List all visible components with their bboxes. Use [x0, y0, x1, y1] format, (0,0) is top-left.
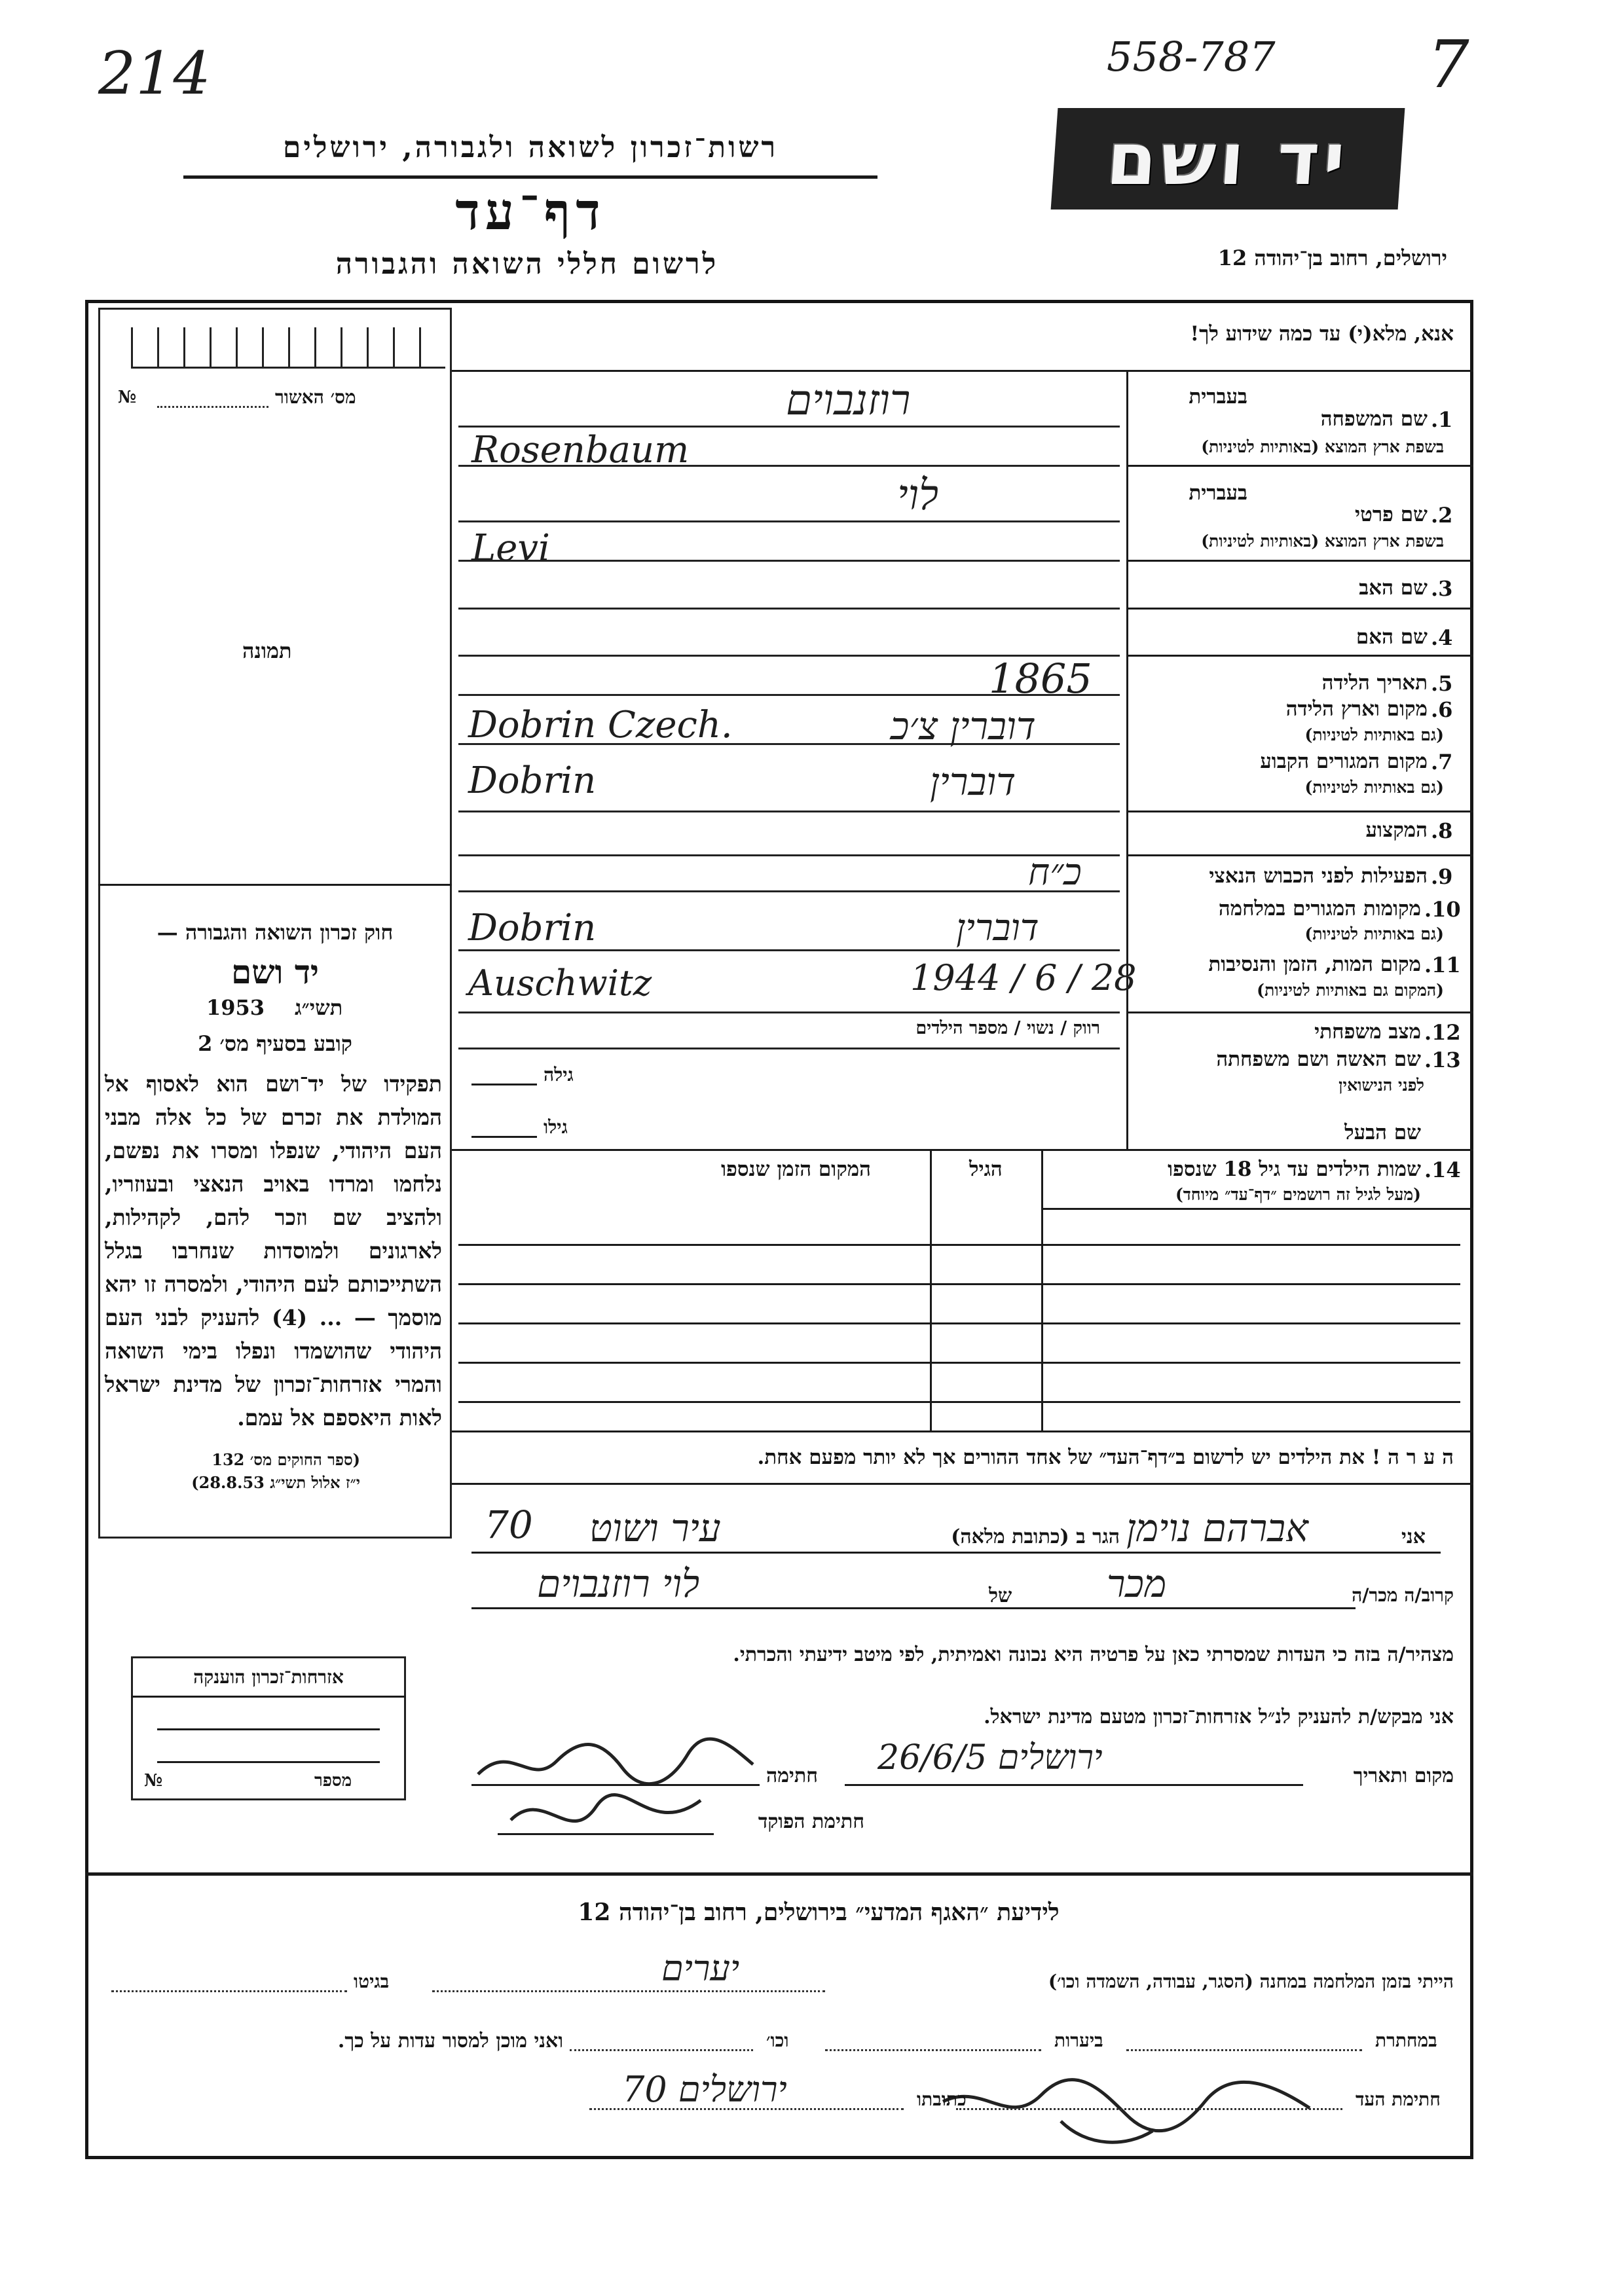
witness-relation-value: מכר: [1107, 1561, 1167, 1606]
value-line-3: [458, 520, 1120, 522]
children-title: שמות הילדים עד גיל 18 שנספו: [1168, 1157, 1421, 1181]
archive-box-title: אזרחות־זכרון הוענקה: [193, 1666, 344, 1688]
address-value: ירושלים 70: [622, 2069, 787, 2110]
row-line-5: [1126, 811, 1473, 812]
law-box-top: [98, 884, 452, 886]
bottom-section-divider: [85, 1872, 1473, 1876]
witness-of-value: לוי רוזנבוים: [537, 1561, 700, 1606]
law-title: חוק זכרון השואה והגבורה —: [157, 920, 394, 945]
age-wife-line: [471, 1084, 537, 1085]
field-10-label: מקומות המגורים במלחמה: [1218, 897, 1421, 920]
witness-line1-prefix: אני: [1401, 1525, 1426, 1548]
surname-latin-value: Rosenbaum: [471, 429, 690, 471]
law-year-hebrew: תשי״ג: [295, 995, 343, 1020]
field-4-num: 4.: [1431, 625, 1453, 650]
field-11-sub: (המקום גם באותיות לטיניות): [1257, 981, 1444, 1000]
witness-line1-rule: [471, 1552, 1441, 1554]
field-6-label: מקום וארץ הלידה: [1285, 697, 1428, 721]
ghetto-label: בגיטו: [354, 1971, 390, 1992]
handwritten-reference: 214: [98, 39, 211, 108]
death-date-value: 1944 / 6 / 28: [910, 957, 1137, 998]
approval-ticks: [131, 327, 445, 369]
field-2-num: 2.: [1431, 503, 1453, 528]
approval-number-line: [157, 406, 268, 408]
field-9-num: 9.: [1431, 864, 1453, 889]
official-signature-rule: [498, 1833, 714, 1835]
field-7-num: 7.: [1431, 750, 1453, 774]
hebrew-tag-1: בעברית: [1189, 385, 1247, 409]
org-name-underline: [183, 175, 877, 179]
value-line-12: [458, 949, 1120, 951]
value-line-9: [458, 811, 1120, 812]
children-num: 14.: [1424, 1157, 1461, 1182]
wartime-residence-hebrew-value: דוברין: [956, 907, 1039, 949]
birthplace-latin-value: Dobrin Czech.: [468, 704, 733, 746]
children-row-4: [458, 1362, 1460, 1364]
children-row-5: [458, 1401, 1460, 1403]
field-11-label: מקום המות, הזמן והנסיבות: [1208, 953, 1421, 976]
residence-hebrew-value: דוברין: [930, 759, 1016, 804]
age-label-husband: גילו: [544, 1116, 568, 1138]
witness-of-label: של: [989, 1584, 1012, 1607]
age-label-wife: גילה: [544, 1064, 574, 1085]
witness-bottom-signature: [930, 2069, 1323, 2154]
field-10-sub: (גם באותיות לטיניות): [1304, 924, 1444, 943]
page-subtitle: לרשום חללי השואה והגבורה: [335, 247, 719, 281]
note-divider: [452, 1483, 1473, 1485]
field-3-num: 3.: [1431, 576, 1453, 601]
law-text: תפקידו של יד־ושם הוא לאסוף אל המולדת את זכרם של כל אלה מבני העם היהודי, שנפלו ומסרו את נפשם, נלחמו ומרדו באויב הנאצי ובעוזריו, ולהציב שם וזכר להם, לקהילות, לארגונים ולמוסדות שנחרבו בגלל השתייכותם לעם היהודי, ולמסרה זו יהא מוסמך — ... (4) להעניק לבני העם היהודי שהושמדו ונפלו בימי השואה והמרי אזרחות־זכרון של מדינת ישראל לאות היאספם אל עמם.: [105, 1071, 442, 1430]
field-3-label: שם האב: [1359, 576, 1428, 600]
witness-declaration: מצהיר/ה בזה כי העדות שמסרתי כאן על פרטיה היא נכונה ואמיתית, לפי מיטב ידיעתי והכרתי.: [733, 1643, 1454, 1666]
prewar-activity-value: כ״ח: [1028, 851, 1082, 894]
underground-line: [1126, 2049, 1362, 2051]
firstname-hebrew-value: לוי: [897, 471, 939, 520]
death-place-latin-value: Auschwitz: [468, 962, 652, 1004]
value-line-4: [458, 560, 1120, 562]
field-13-sub: לפני הנישואין: [1338, 1076, 1424, 1095]
archive-box-line-1: [157, 1728, 380, 1730]
field-12-num: 12.: [1424, 1020, 1461, 1045]
hebrew-tag-2: בעברית: [1189, 481, 1247, 505]
and-line: [570, 2049, 753, 2051]
age-husband-line: [471, 1136, 537, 1138]
approval-number-label: מס׳ האשור: [275, 386, 356, 408]
children-row-2: [458, 1283, 1460, 1285]
ghetto-line: [111, 1990, 347, 1992]
residence-latin-value: Dobrin: [468, 759, 597, 802]
field-7-sub: (גם באותיות לטיניות): [1304, 778, 1444, 797]
field-4-label: שם האם: [1356, 625, 1428, 649]
ready-label: ואני מוכן למסור עדות על כך.: [337, 2030, 563, 2052]
children-note: ה ע ר ה ! את הילדים יש לרשום ב״דף־העד״ של אחד ההורים אך לא יותר מפעם אחת.: [757, 1446, 1454, 1469]
signature-label: חתימה: [766, 1764, 818, 1787]
children-place-header: המקום הזמן שנספו: [721, 1157, 871, 1181]
photo-label: תמונה: [242, 638, 292, 663]
witness-relation-label: קרוב/ה מכר/ה: [1352, 1584, 1454, 1606]
field-5-num: 5.: [1431, 671, 1453, 696]
and-label: וכו׳: [766, 2030, 789, 2051]
witness-address-value: עיר ושוט: [589, 1506, 721, 1550]
law-clause: קובע בסעיף מס׳ 2: [198, 1031, 352, 1056]
row-line-4: [1126, 655, 1473, 657]
field-6-sub: (גם באותיות לטיניות): [1304, 725, 1444, 744]
field-6-num: 6.: [1431, 697, 1453, 722]
children-age-header: הגיל: [969, 1157, 1003, 1181]
value-line-5: [458, 608, 1120, 610]
field-9-label: הפעילות לפני הכבוש הנאצי: [1209, 864, 1428, 888]
witness-line2-rule: [471, 1607, 1356, 1609]
children-col-divider-2: [930, 1149, 932, 1430]
underground-label: במחתרת: [1375, 2030, 1437, 2051]
row-line-6: [1126, 854, 1473, 856]
official-signature: [498, 1781, 714, 1853]
address-label: כתובתו: [917, 2088, 967, 2110]
field-1-sub: בשפת ארץ המוצא (באותיות לטיניות): [1201, 437, 1444, 456]
value-line-10: [458, 854, 1120, 856]
birthdate-value: 1865: [989, 655, 1092, 702]
archive-box-title-rule: [131, 1696, 406, 1698]
field-1-label: שם המשפחה: [1320, 407, 1428, 431]
firstname-latin-value: Levi: [471, 527, 550, 570]
approval-no-sign: №: [118, 388, 137, 407]
forests-label: ביערות: [1054, 2030, 1103, 2051]
wartime-residence-latin-value: Dobrin: [468, 907, 597, 949]
field-7-label: מקום המגורים הקבוע: [1260, 750, 1428, 773]
archive-box-no-sign: №: [144, 1771, 163, 1791]
value-line-1: [458, 426, 1120, 428]
row-line-7: [1126, 1011, 1473, 1013]
org-name: רשות־זכרון לשואה ולגבורה, ירושלים: [282, 131, 779, 164]
children-table-top: [452, 1149, 1473, 1151]
field-12-label: מצב משפחתי: [1314, 1020, 1421, 1044]
field-1-num: 1.: [1431, 407, 1453, 432]
address-line: [589, 2108, 904, 2110]
children-col-divider-1: [1041, 1149, 1043, 1430]
form-instruction: אנא, מלא(י) עד כמה שידוע לך!: [1190, 322, 1454, 346]
field-10-num: 10.: [1424, 897, 1461, 922]
instruction-divider: [452, 370, 1473, 372]
children-header-line: [1041, 1208, 1473, 1210]
witness-signature-stroke: [478, 1739, 753, 1784]
handwritten-number: 558-787: [1107, 33, 1276, 81]
value-line-14: [458, 1048, 1120, 1049]
official-signature-stroke: [511, 1795, 701, 1821]
field-11-num: 11.: [1424, 953, 1461, 977]
law-year: 1953: [206, 995, 265, 1020]
marital-options: רווק / נשוי / מספר הילדים: [915, 1018, 1100, 1038]
value-line-11: [458, 890, 1120, 892]
value-line-13: [458, 1011, 1120, 1013]
logo-text: יד ושם: [1103, 117, 1352, 201]
yad-vashem-logo: [1051, 108, 1405, 210]
witness-sig-line: [956, 2108, 1342, 2110]
archive-box-line-2: [157, 1761, 380, 1763]
children-table-bottom: [452, 1430, 1473, 1432]
bottom-title: לידיעת ״האגף המדעי״ בירושלים, רחוב בן־יהודה 12: [578, 1899, 1060, 1926]
field-2-sub: בשפת ארץ המוצא (באותיות לטיניות): [1201, 532, 1444, 551]
official-signature-label: חתימת הפוקד: [758, 1810, 864, 1833]
place-date-label: מקום ותאריך: [1353, 1764, 1454, 1787]
witness-line1-middle: הגר ב (כתובת מלאה): [951, 1525, 1120, 1548]
law-name: יד ושם: [231, 953, 319, 991]
field-5-label: תאריך הלידה: [1321, 671, 1428, 695]
witness-name-value: אברהם נוימן: [1126, 1506, 1308, 1550]
field-8-label: המקצוע: [1365, 818, 1428, 842]
children-row-1: [458, 1244, 1460, 1246]
birthplace-hebrew-value: דוברין צ׳כ: [891, 704, 1036, 748]
handwritten-seven: 7: [1428, 26, 1469, 103]
row-line-2: [1126, 560, 1473, 562]
place-date-value: ירושלים 26/6/5: [877, 1738, 1103, 1777]
husband-label: שם הבעל: [1344, 1121, 1421, 1144]
witness-request: אני מבקש/ת להעניק לנ״ל אזרחות־זכרון מטעם מדינת ישראל.: [984, 1705, 1454, 1728]
archive-box-number-label: מספר: [314, 1771, 352, 1791]
law-footnote-2: י״ז אלול תשי״ג 28.8.53): [191, 1473, 360, 1492]
law-footnote-1: (ספר החוקים מס׳ 132: [212, 1450, 360, 1469]
children-row-3: [458, 1322, 1460, 1324]
witness-bottom-signature-stroke: [943, 2080, 1310, 2143]
witness-signature-label: חתימת העד: [1356, 2088, 1441, 2110]
forests-line: [825, 2049, 1041, 2051]
camp-line: [432, 1990, 825, 1992]
camp-label: הייתי בזמן המלחמה במחנה (הסגר, עבודה, השמדה וכו׳): [1048, 1971, 1454, 1992]
witness-address-number: 70: [485, 1503, 533, 1547]
row-line-1: [1126, 465, 1473, 467]
place-date-rule: [845, 1784, 1303, 1786]
field-2-label: שם פרטי: [1354, 503, 1428, 526]
children-sub: (מעל לגיל זה רושמים ״דף־עד״ מיוחד): [1175, 1185, 1421, 1204]
row-line-3: [1126, 608, 1473, 610]
camp-value: יערים: [661, 1948, 740, 1989]
field-13-label: שם האשה ושם משפחתה: [1216, 1048, 1421, 1071]
page-title: דף־עד: [455, 182, 606, 242]
header-address: ירושלים, רחוב בן־יהודה 12: [1217, 246, 1447, 270]
field-13-num: 13.: [1424, 1048, 1461, 1072]
field-8-num: 8.: [1431, 818, 1453, 843]
surname-hebrew-value: רוזנבוים: [786, 376, 911, 425]
label-column-divider: [1126, 370, 1128, 1149]
